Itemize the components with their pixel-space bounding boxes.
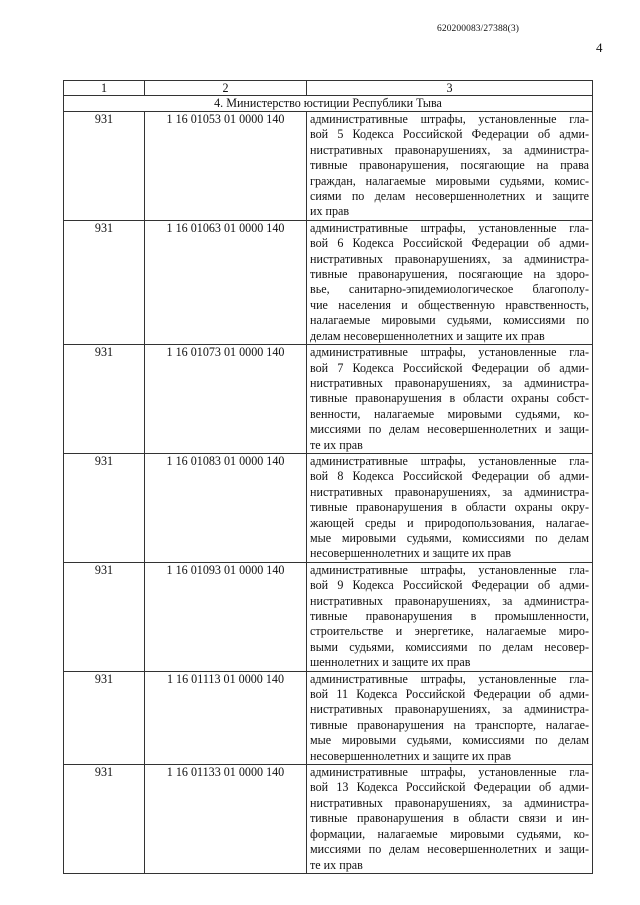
income-name-line: административные штрафы, установленные гла- xyxy=(310,562,589,577)
income-name-line: шеннолетних и защите их прав xyxy=(310,655,471,670)
income-name-line: вой 8 Кодекса Российской Федерации об адми- xyxy=(310,469,589,484)
income-name-line: тивные правонарушения в области связи и ин- xyxy=(310,811,589,826)
income-name-line: административные штрафы, установленные гла- xyxy=(310,671,589,686)
income-name-line: выми судьями, комиссиями по делам несовер- xyxy=(310,639,589,654)
section-title: 4. Министерство юстиции Республики Тыва xyxy=(64,96,593,112)
income-name-line: нистративных правонарушениях, за администра- xyxy=(310,375,589,390)
income-name-line: вой 7 Кодекса Российской Федерации об адми- xyxy=(310,360,589,375)
table-row xyxy=(64,220,593,344)
income-name-line: тивные правонарушения в области охраны собст- xyxy=(310,391,589,406)
table-row xyxy=(64,453,593,562)
income-name-cell xyxy=(307,562,593,671)
income-name-line: нистративных правонарушениях, за администра- xyxy=(310,702,589,717)
income-code-cell: 1 16 01083 01 0000 140 xyxy=(145,453,307,562)
income-name-line: тивные правонарушения на транспорте, налагае- xyxy=(310,717,589,732)
income-name-line: тивные правонарушения, посягающие на здоро- xyxy=(310,267,589,282)
income-code-cell: 1 16 01113 01 0000 140 xyxy=(145,671,307,764)
income-name-line: чие населения и общественную нравственность, xyxy=(310,297,589,312)
income-name-line: их прав xyxy=(310,204,350,219)
income-name-line: вой 5 Кодекса Российской Федерации об адми- xyxy=(310,127,589,142)
column-number-2: 2 xyxy=(145,81,307,96)
admin-code-cell: 931 xyxy=(64,112,145,221)
income-name-line: тивные правонарушения в промышленности, xyxy=(310,609,589,623)
income-name-line: жающей среды и природопользования, налагае- xyxy=(310,515,589,530)
income-name-line: сиями по делам несовершеннолетних и защите xyxy=(310,189,589,204)
table-row xyxy=(64,345,593,454)
income-name-line: нистративных правонарушениях, за администра- xyxy=(310,484,589,499)
income-name-line: те их прав xyxy=(310,437,363,452)
income-name-line: тивные правонарушения, посягающие на права xyxy=(310,158,589,173)
income-name-line: венности, налагаемые мировыми судьями, ко- xyxy=(310,406,589,421)
income-name-cell xyxy=(307,453,593,562)
admin-code-cell: 931 xyxy=(64,562,145,671)
column-number-1: 1 xyxy=(64,81,145,96)
income-name-line: вой 6 Кодекса Российской Федерации об адми- xyxy=(310,236,589,251)
income-name-line: миссиями по делам несовершеннолетних и защи- xyxy=(310,422,589,437)
income-name-cell xyxy=(307,345,593,454)
income-name-line: несовершеннолетних и защите их прав xyxy=(310,748,512,763)
admin-code-cell: 931 xyxy=(64,671,145,764)
income-name-line: граждан, налагаемые мировыми судьями, комис- xyxy=(310,173,589,188)
column-number-row xyxy=(64,81,593,96)
income-name-line: административные штрафы, установленные гла- xyxy=(310,765,589,780)
income-name-line: нистративных правонарушениях, за администра- xyxy=(310,795,589,810)
income-code-cell: 1 16 01133 01 0000 140 xyxy=(145,765,307,874)
document-code: 620200083/27388(3) xyxy=(437,24,520,34)
admin-code-cell: 931 xyxy=(64,453,145,562)
income-name-line: мые мировыми судьями, комиссиями по делам xyxy=(310,733,589,748)
page-number: 4 xyxy=(596,40,603,55)
income-name-line: вой 9 Кодекса Российской Федерации об адми- xyxy=(310,578,589,593)
income-name-line: административные штрафы, установленные гла- xyxy=(310,112,589,126)
income-name-cell xyxy=(307,671,593,764)
income-codes-table xyxy=(63,80,593,874)
admin-code-cell: 931 xyxy=(64,345,145,454)
income-name-line: нистративных правонарушениях, за администра- xyxy=(310,593,589,608)
column-number-3: 3 xyxy=(307,81,593,96)
table-body xyxy=(64,96,593,874)
income-name-cell xyxy=(307,220,593,344)
income-name-cell xyxy=(307,765,593,874)
income-name-line: нистративных правонарушениях, за администра- xyxy=(310,142,589,157)
income-code-cell: 1 16 01063 01 0000 140 xyxy=(145,220,307,344)
income-code-cell: 1 16 01073 01 0000 140 xyxy=(145,345,307,454)
income-name-line: миссиями по делам несовершеннолетних и защи- xyxy=(310,842,589,857)
income-name-line: те их прав xyxy=(310,857,363,872)
table-row xyxy=(64,112,593,221)
income-name-line: административные штрафы, установленные гла- xyxy=(310,220,589,235)
income-code-cell: 1 16 01053 01 0000 140 xyxy=(145,112,307,221)
table-row xyxy=(64,562,593,671)
income-name-line: налагаемые мировыми судьями, комиссиями по xyxy=(310,313,589,328)
income-name-line: вье, санитарно-эпидемиологическое благополу- xyxy=(310,282,589,297)
income-name-line: вой 11 Кодекса Российской Федерации об адми- xyxy=(310,687,589,702)
income-name-cell xyxy=(307,112,593,221)
income-name-line: вой 13 Кодекса Российской Федерации об адми- xyxy=(310,780,589,795)
income-name-line: тивные правонарушения в области охраны окру- xyxy=(310,500,589,515)
income-name-line: мые мировыми судьями, комиссиями по делам xyxy=(310,530,589,545)
table-row xyxy=(64,671,593,764)
income-name-line: административные штрафы, установленные гла- xyxy=(310,453,589,468)
income-name-line: делам несовершеннолетних и защите их прав xyxy=(310,328,545,343)
income-name-line: строительстве и энергетике, налагаемые миро- xyxy=(310,624,589,639)
income-name-line: нистративных правонарушениях, за администра- xyxy=(310,251,589,266)
income-name-line: несовершеннолетних и защите их прав xyxy=(310,546,512,561)
admin-code-cell: 931 xyxy=(64,765,145,874)
income-name-line: формации, налагаемые мировыми судьями, ко- xyxy=(310,826,589,841)
section-row xyxy=(64,96,593,112)
income-code-cell: 1 16 01093 01 0000 140 xyxy=(145,562,307,671)
admin-code-cell: 931 xyxy=(64,220,145,344)
table-row xyxy=(64,765,593,874)
income-name-line: административные штрафы, установленные гла- xyxy=(310,345,589,360)
